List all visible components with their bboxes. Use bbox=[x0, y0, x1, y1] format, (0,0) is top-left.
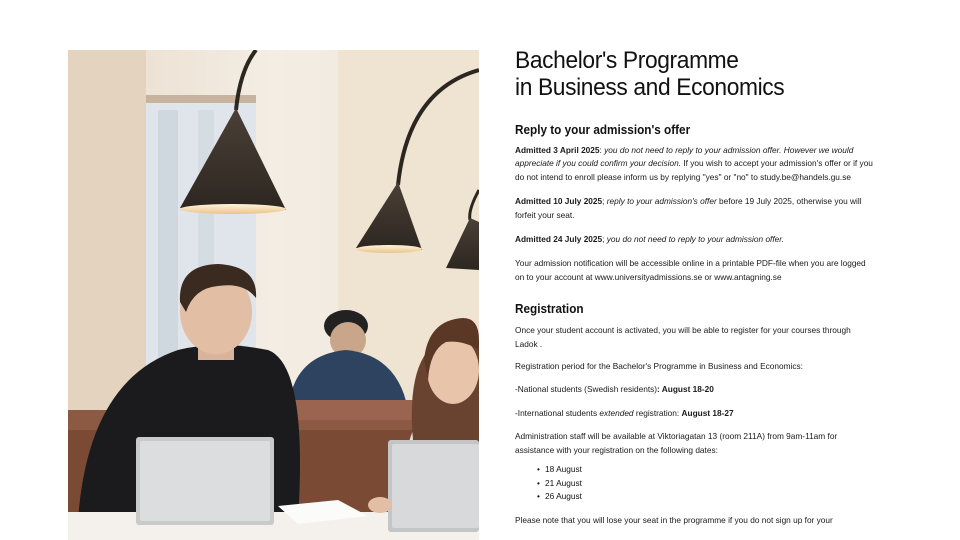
assistance-dates-list bbox=[515, 463, 875, 504]
admitted-april-label: Admitted 3 April 2025 bbox=[515, 145, 600, 155]
reply-heading: Reply to your admission's offer bbox=[515, 123, 691, 137]
registration-intro: Once your student account is activated, you will be able to register for your courses through Ladok . bbox=[515, 325, 851, 349]
notification-paragraph: Your admission notification will be accessible online in a printable PDF-file when you are logged on to your account at www.universityadmissions.se or www.antagning.se bbox=[515, 258, 866, 282]
international-dates: August 18-27 bbox=[681, 407, 734, 418]
page-title bbox=[515, 47, 850, 101]
national-dates: : August 18-20 bbox=[657, 384, 714, 395]
page-title-line-1: Bachelor's Programme bbox=[515, 47, 739, 74]
july10-deadline: before 19 July 2025, otherwise you will forfeit your seat. bbox=[515, 196, 862, 220]
content-column bbox=[515, 47, 875, 527]
separator: : bbox=[599, 145, 605, 155]
students-illustration bbox=[68, 50, 479, 540]
reply-paragraph-april bbox=[515, 144, 875, 184]
admitted-july10-label: Admitted 10 July 2025 bbox=[515, 196, 603, 207]
admitted-july24-label: Admitted 24 July 2025 bbox=[515, 234, 603, 245]
international-label: -International students bbox=[515, 407, 600, 418]
students-photo bbox=[68, 50, 479, 540]
registration-period: Registration period for the Bachelor's Programme in Business and Economics: bbox=[515, 361, 803, 372]
registration-word: registration: bbox=[633, 407, 682, 418]
list-item: • 18 August bbox=[537, 463, 875, 477]
national-students-line bbox=[515, 383, 875, 396]
list-item: • 21 August bbox=[537, 477, 875, 491]
registration-heading: Registration bbox=[515, 302, 584, 317]
reply-paragraph-july10 bbox=[515, 195, 875, 222]
national-label: -National students (Swedish residents) bbox=[515, 384, 658, 395]
page-title-line-2: in Business and Economics bbox=[515, 74, 785, 101]
april-instructions: If you wish to accept your admission's offer or if you do not intend to enroll please inform us by replying "yes" or "no" to study.be@handels.gu.se bbox=[515, 158, 873, 182]
extended-word: extended bbox=[599, 407, 634, 418]
list-item: • 26 August bbox=[537, 490, 875, 504]
staff-availability: Administration staff will be available at Viktoriagatan 13 (room 211A) from 9am-11am for assistance with your registration on the following dates: bbox=[515, 431, 838, 455]
april-note: you do not need to reply to your admission offer. However we would appreciate if you could confirm your decision. bbox=[515, 145, 854, 169]
international-students-line bbox=[515, 407, 875, 420]
reply-paragraph-july24 bbox=[515, 233, 875, 246]
separator: ; bbox=[602, 196, 607, 207]
july10-note: reply to your admission's offer bbox=[606, 196, 717, 207]
separator: ; bbox=[602, 234, 607, 245]
seat-warning: Please note that you will lose your seat in the programme if you do not sign up for your bbox=[515, 514, 833, 525]
july24-note: you do not need to reply to your admission offer. bbox=[606, 234, 785, 245]
